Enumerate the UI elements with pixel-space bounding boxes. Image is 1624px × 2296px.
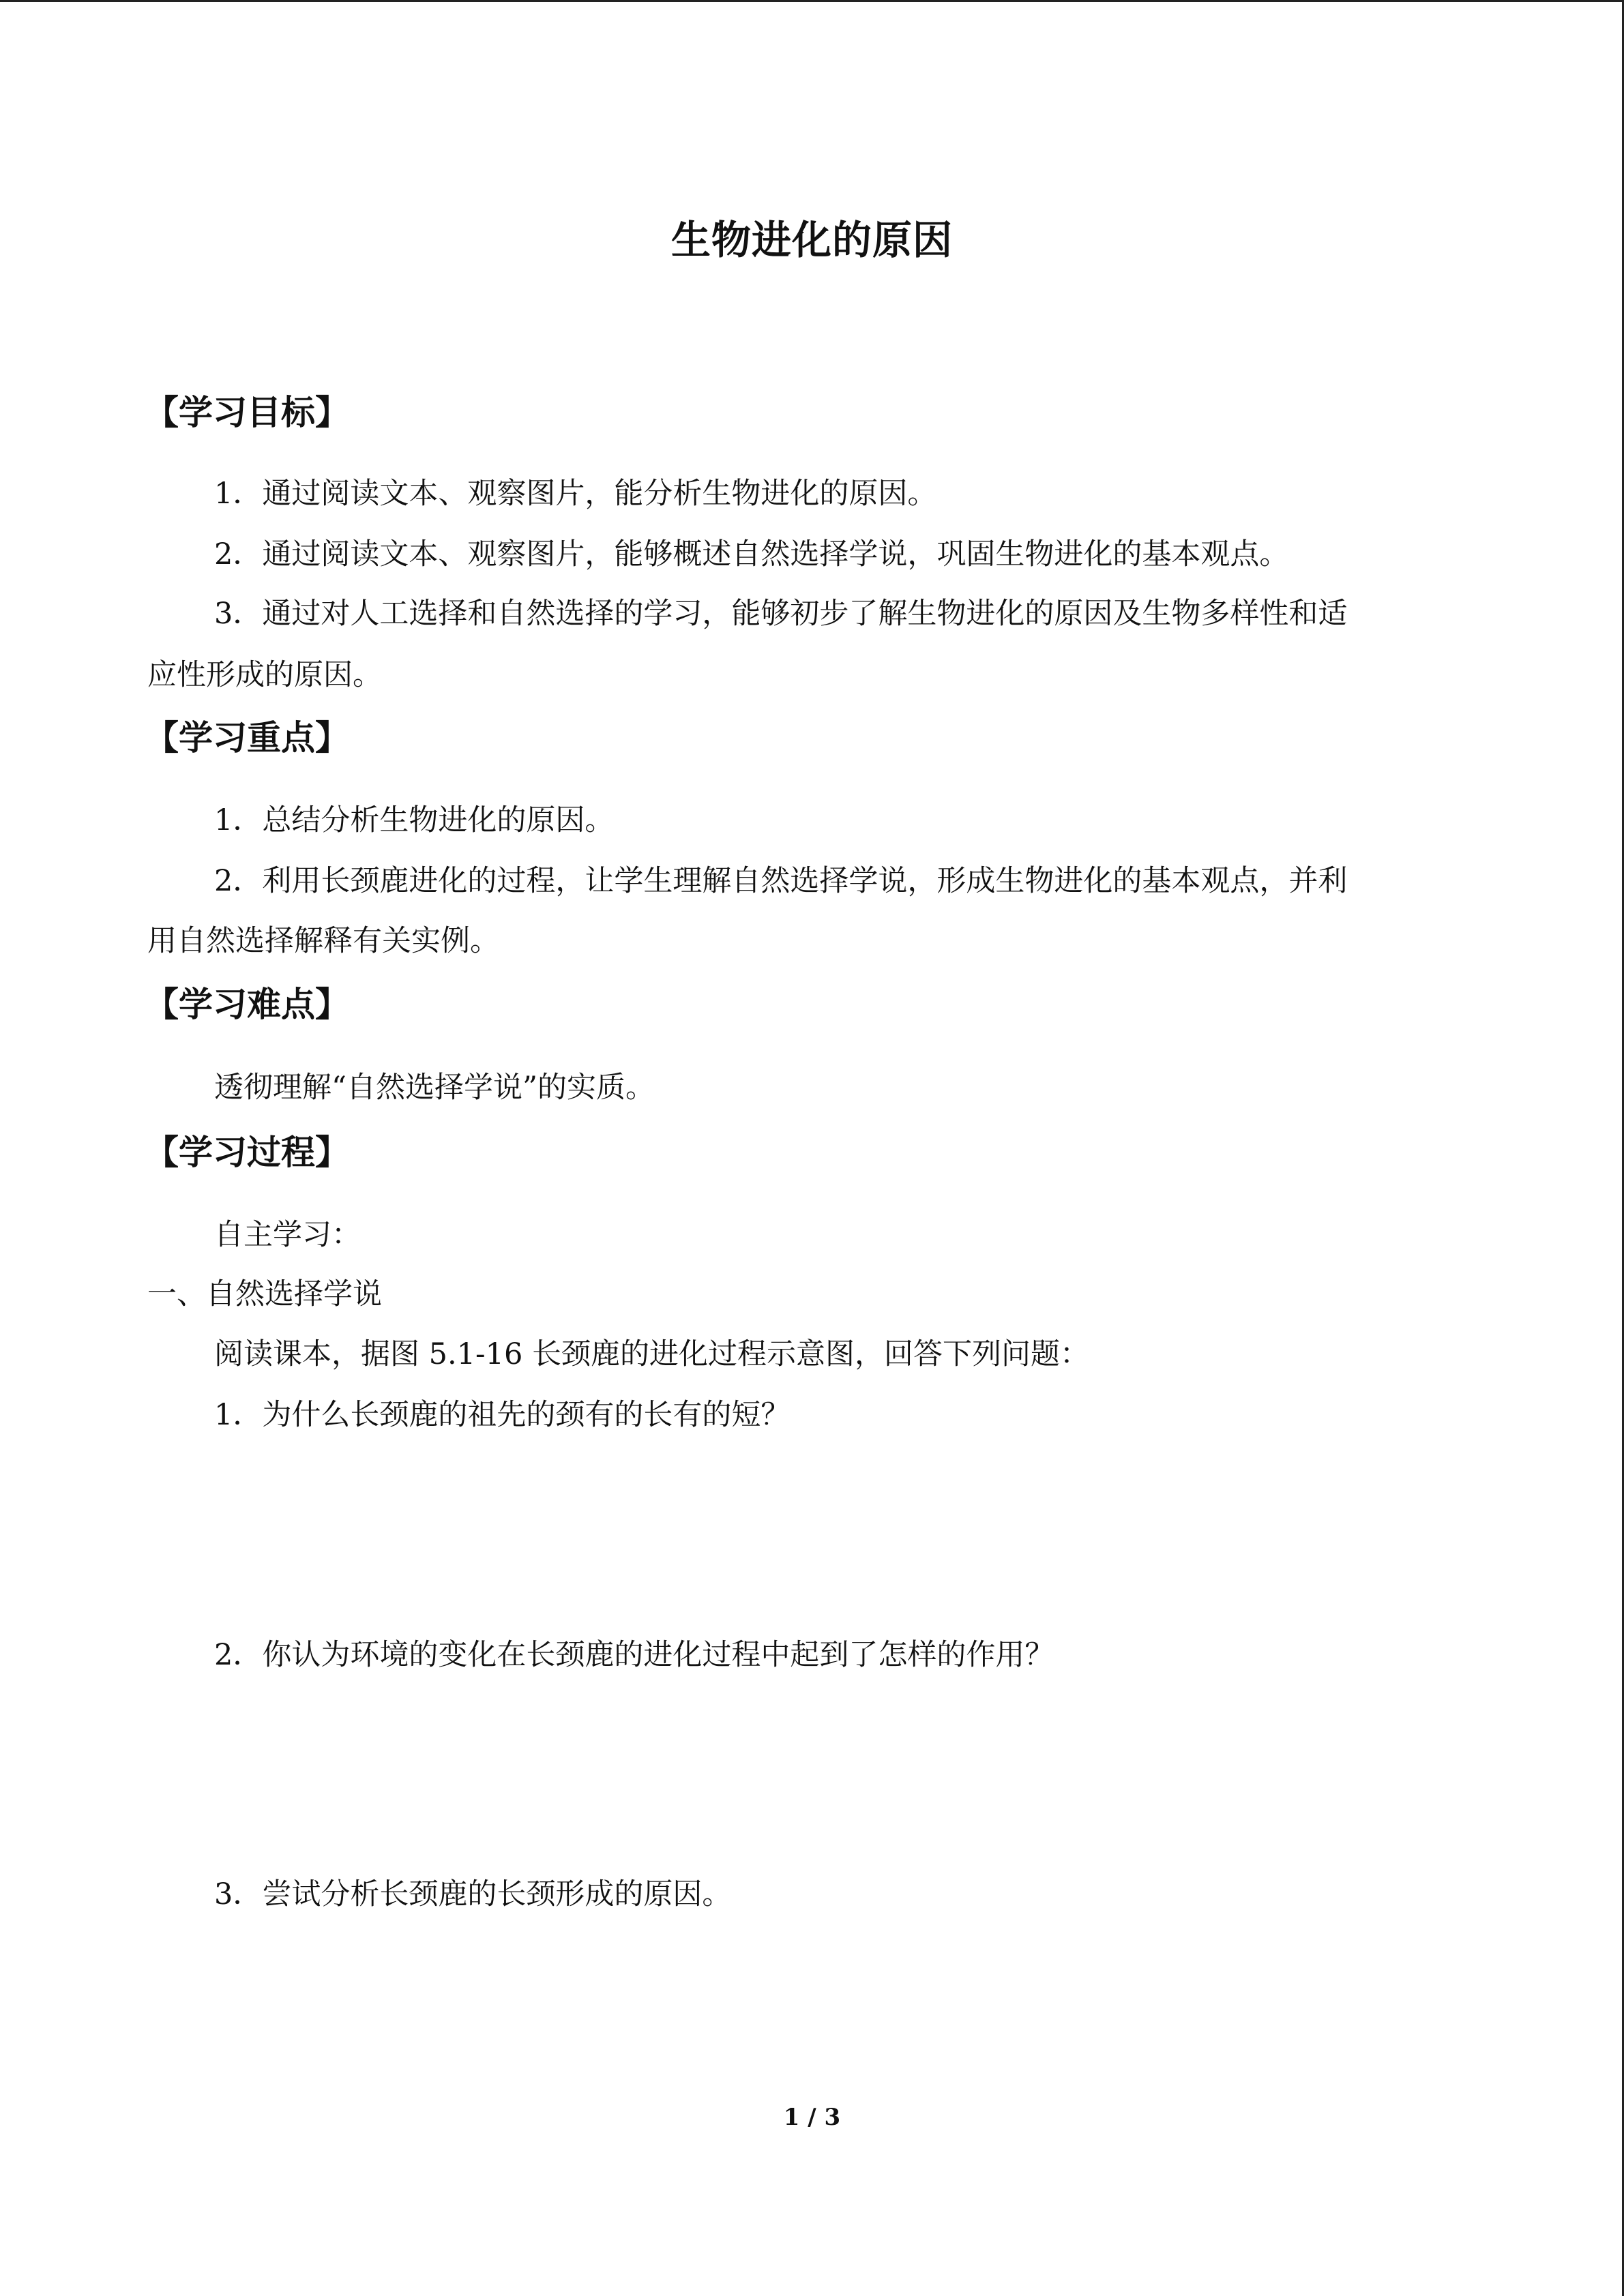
difficulty-item-1: 透彻理解“自然选择学说”的实质。	[214, 1071, 655, 1105]
question-1: 1．为什么长颈鹿的祖先的颈有的长有的短？	[214, 1398, 791, 1432]
objective-item-3-line-1: 3．通过对人工选择和自然选择的学习，能够初步了解生物进化的原因及生物多样性和适	[214, 597, 1348, 631]
heading-objectives: 【学习目标】	[145, 393, 349, 432]
self-study-label: 自主学习：	[214, 1218, 361, 1252]
key-point-item-1: 1．总结分析生物进化的原因。	[214, 803, 615, 837]
objective-item-2: 2．通过阅读文本、观察图片，能够概述自然选择学说，巩固生物进化的基本观点。	[214, 537, 1289, 571]
document-title: 生物进化的原因	[670, 217, 953, 263]
page-number: 1 / 3	[783, 2104, 841, 2131]
heading-process: 【学习过程】	[145, 1133, 349, 1172]
key-point-item-2-line-1: 2．利用长颈鹿进化的过程，让学生理解自然选择学说，形成生物进化的基本观点，并利	[214, 864, 1348, 898]
objective-item-1: 1．通过阅读文本、观察图片，能分析生物进化的原因。	[214, 477, 937, 511]
question-2: 2．你认为环境的变化在长颈鹿的进化过程中起到了怎样的作用？	[214, 1638, 1054, 1672]
question-3: 3．尝试分析长颈鹿的长颈形成的原因。	[214, 1877, 732, 1911]
key-point-item-2-line-2: 用自然选择解释有关实例。	[147, 924, 499, 958]
heading-key-points: 【学习重点】	[145, 718, 349, 758]
objective-item-3-line-2: 应性形成的原因。	[147, 658, 382, 692]
part-1-intro: 阅读课本，据图 5.1-16 长颈鹿的进化过程示意图，回答下列问题：	[214, 1337, 1089, 1371]
page-border-top	[0, 0, 1624, 2]
part-1-title: 一、自然选择学说	[147, 1277, 382, 1311]
heading-difficulties: 【学习难点】	[145, 985, 349, 1024]
